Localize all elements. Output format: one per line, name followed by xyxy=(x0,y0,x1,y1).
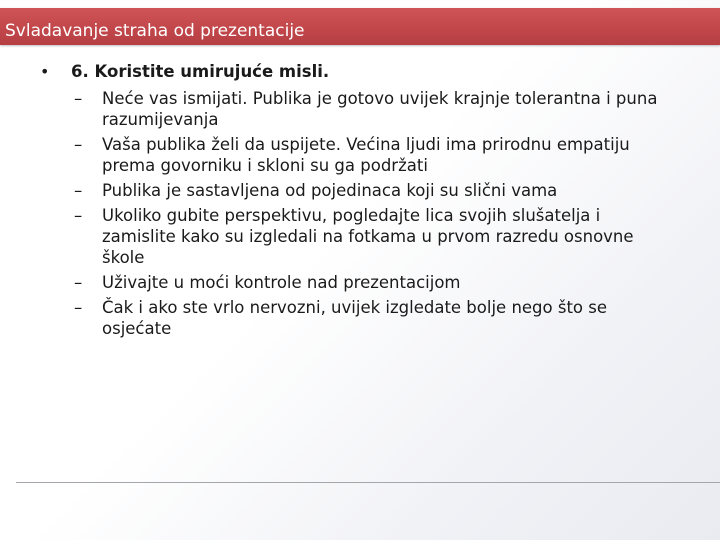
sub-bullet-list xyxy=(0,88,720,343)
sub-bullet-item xyxy=(0,272,662,293)
sub-bullet-item xyxy=(0,205,662,268)
footer-divider xyxy=(16,482,720,483)
dash-icon: – xyxy=(74,89,83,108)
slide-title: Svladavanje straha od prezentacije xyxy=(5,21,305,41)
main-bullet-text: 6. Koristite umirujuće misli. xyxy=(71,62,330,81)
sub-bullet-text: Vaša publika želi da uspijete. Većina ljudi ima prirodnu empatiju prema govorniku i skloni su ga podržati xyxy=(102,135,630,175)
dash-icon: – xyxy=(74,206,83,225)
title-bar xyxy=(0,8,720,45)
sub-bullet-text: Publika je sastavljena od pojedinaca koji su slični vama xyxy=(102,181,558,200)
sub-bullet-item xyxy=(0,88,662,130)
sub-bullet-text: Ukoliko gubite perspektivu, pogledajte lica svojih slušatelja i zamislite kako su izgledali na fotkama u prvom razredu osnovne škole xyxy=(102,206,634,267)
dash-icon: – xyxy=(74,298,83,317)
sub-bullet-text: Neće vas ismijati. Publika je gotovo uvijek krajnje tolerantna i puna razumijevanja xyxy=(102,89,658,129)
dash-icon: – xyxy=(74,181,83,200)
bullet-icon: • xyxy=(40,62,50,81)
sub-bullet-item xyxy=(0,297,662,339)
sub-bullet-item xyxy=(0,134,662,176)
sub-bullet-item xyxy=(0,180,662,201)
sub-bullet-text: Čak i ako ste vrlo nervozni, uvijek izgledate bolje nego što se osjećate xyxy=(102,298,608,338)
dash-icon: – xyxy=(74,273,83,292)
sub-bullet-text: Uživajte u moći kontrole nad prezentacijom xyxy=(102,273,461,292)
dash-icon: – xyxy=(74,135,83,154)
